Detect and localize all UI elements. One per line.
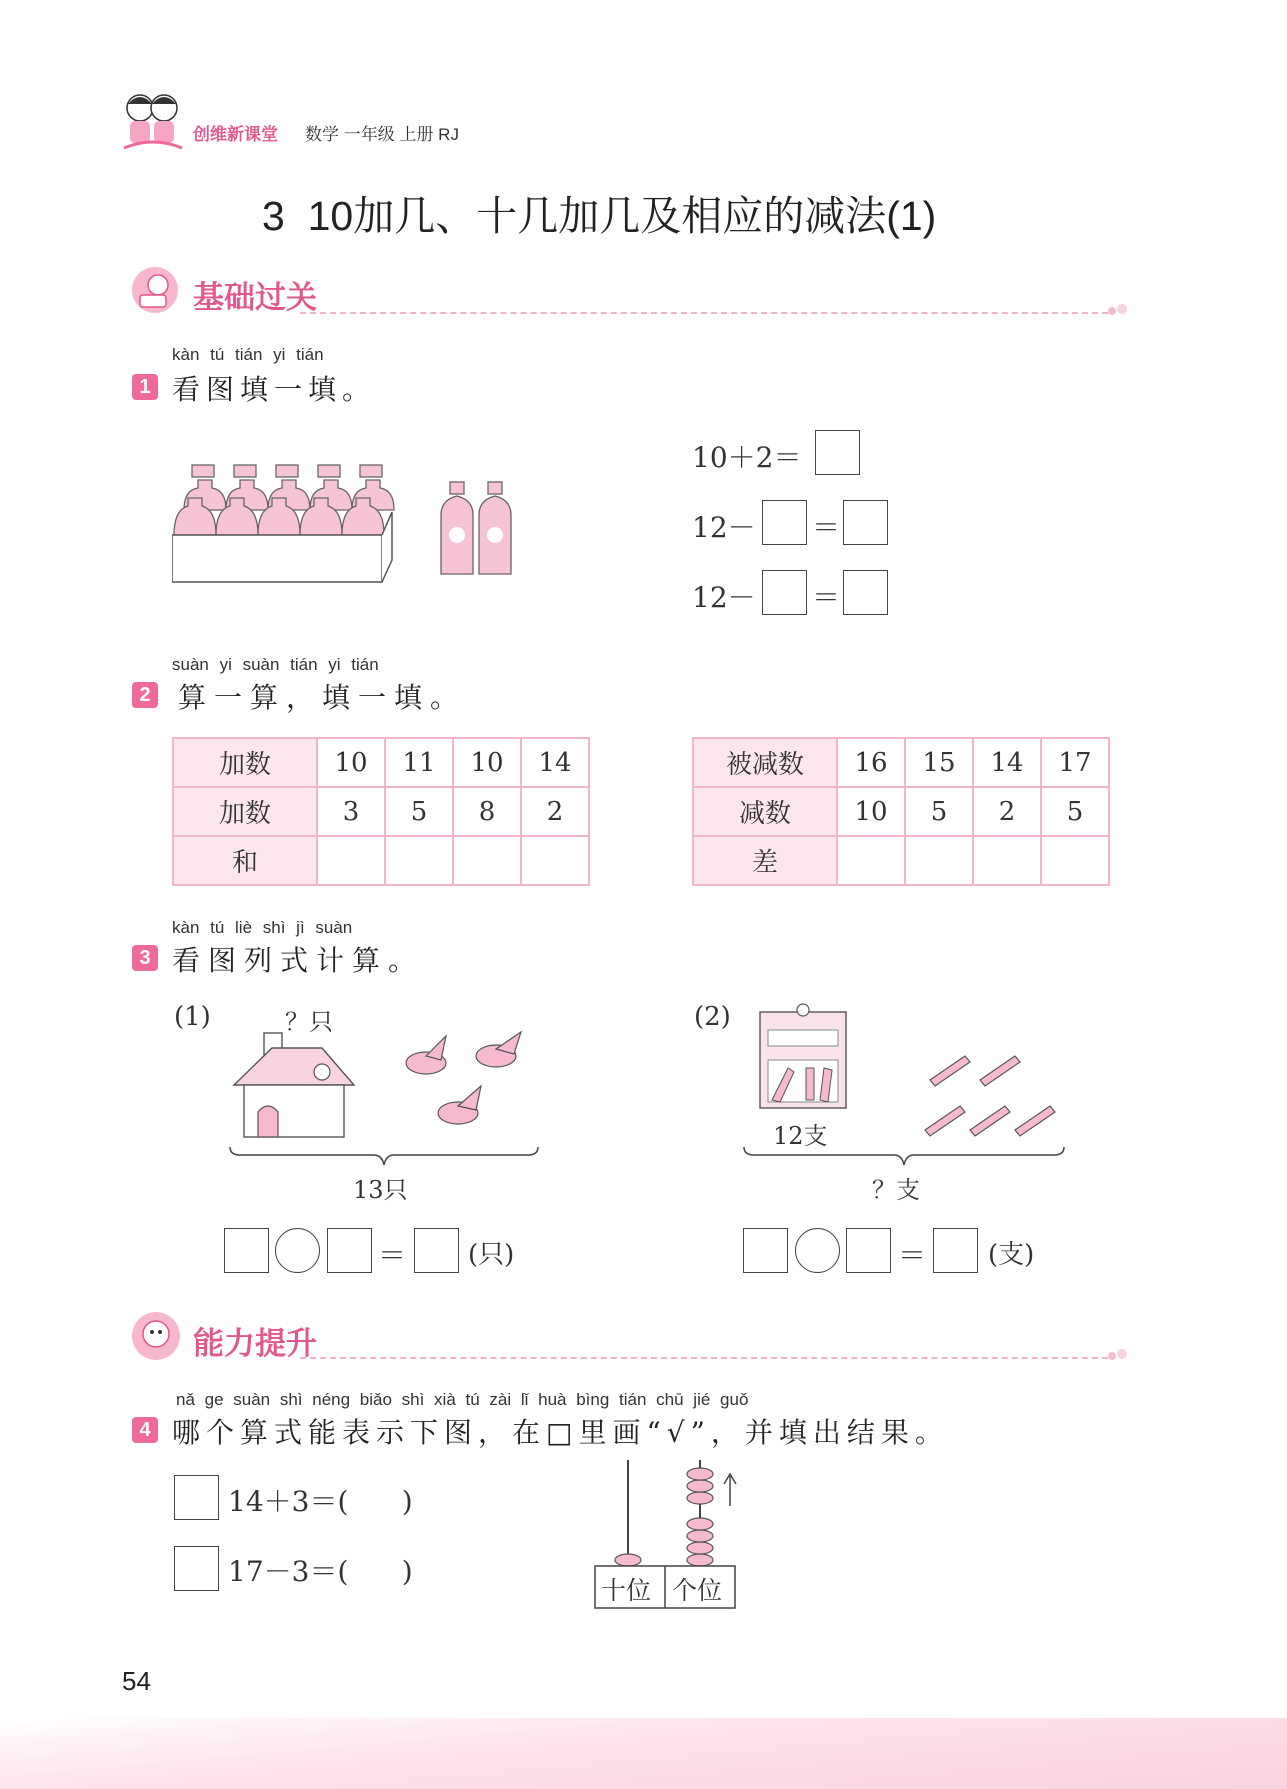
q3-part2-equals: ＝	[898, 1239, 927, 1272]
table-cell: 10	[317, 738, 385, 787]
table-header-cell: 减数	[693, 787, 837, 836]
q3-pinyin: kàn tú liè shì jì suàn	[172, 918, 353, 937]
q3-text: 看图列式计算。	[172, 944, 425, 977]
table-row	[173, 787, 589, 836]
q4-option1-text: 14＋3＝( )	[228, 1485, 413, 1518]
divider-dots-icon	[1107, 303, 1131, 319]
table-row	[173, 836, 589, 885]
subtraction-table	[692, 737, 1110, 886]
table-cell: 14	[521, 738, 589, 787]
table-header-cell: 加数	[173, 738, 317, 787]
answer-cell[interactable]	[837, 836, 905, 885]
table-cell: 5	[1041, 787, 1109, 836]
table-header-cell: 差	[693, 836, 837, 885]
addition-table	[172, 737, 590, 886]
table-cell: 5	[905, 787, 973, 836]
divider-dots-icon	[1107, 1348, 1131, 1364]
q1-eq3-box-2[interactable]	[843, 570, 888, 615]
answer-cell[interactable]	[385, 836, 453, 885]
table-header-cell: 被减数	[693, 738, 837, 787]
table-cell: 11	[385, 738, 453, 787]
table-cell: 15	[905, 738, 973, 787]
q2-number: 2	[132, 682, 158, 708]
answer-cell[interactable]	[521, 836, 589, 885]
section-basic-icon	[130, 265, 180, 315]
answer-cell[interactable]	[973, 836, 1041, 885]
q3-part2-unit: (支)	[988, 1240, 1035, 1270]
q3-part1-result-box[interactable]	[414, 1228, 459, 1273]
q3-part2-label: (2)	[694, 1002, 731, 1032]
q4-option2-checkbox[interactable]	[174, 1546, 219, 1591]
q3-part1-label: (1)	[174, 1002, 211, 1032]
table-row	[693, 738, 1109, 787]
milk-crate-image	[172, 460, 402, 585]
q1-eq3-box-1[interactable]	[762, 570, 807, 615]
q4-text: 哪个算式能表示下图，在□里画“√”，并填出结果。	[172, 1416, 949, 1449]
table-header-cell: 加数	[173, 787, 317, 836]
q1-pinyin: kàn tú tián yi tián	[172, 345, 324, 364]
table-cell: 8	[453, 787, 521, 836]
q3-part2-part-label: 12支	[773, 1122, 828, 1150]
q1-eq2-text-b: ＝	[812, 511, 841, 544]
section-basic-divider	[300, 312, 1108, 314]
q1-number: 1	[132, 374, 158, 400]
q3-part2-total-label: ？支	[872, 1176, 920, 1204]
q4-pinyin: nǎ ge suàn shì néng biǎo shì xià tú zài lǐ huà bìng tián chū jié guǒ	[176, 1390, 749, 1409]
answer-cell[interactable]	[905, 836, 973, 885]
q3-part2-box-1[interactable]	[743, 1228, 788, 1273]
answer-cell[interactable]	[453, 836, 521, 885]
table-cell: 2	[973, 787, 1041, 836]
table-row	[693, 787, 1109, 836]
answer-cell[interactable]	[317, 836, 385, 885]
q1-text: 看图填一填。	[172, 373, 377, 406]
abacus-tens-label: 十位	[601, 1576, 652, 1605]
q2-pinyin: suàn yi suàn tián yi tián	[172, 655, 379, 674]
q4-option1-checkbox[interactable]	[174, 1475, 219, 1520]
q1-eq1-answer-box[interactable]	[815, 430, 860, 475]
q3-part2-brace	[742, 1145, 1066, 1167]
header-subject: 数学 一年级 上册 RJ	[305, 125, 459, 144]
q4-option2-text: 17－3＝( )	[228, 1555, 413, 1588]
q1-eq3-text-b: ＝	[812, 581, 841, 614]
q3-part1-total-label: 13只	[353, 1176, 408, 1204]
house-image	[232, 1030, 358, 1140]
q3-part1-unknown-label: ？只	[285, 1008, 333, 1036]
pencil-box-image	[758, 1002, 848, 1110]
q3-part1-operator-circle[interactable]	[275, 1228, 320, 1273]
section-advanced-icon	[130, 1310, 182, 1362]
table-cell: 16	[837, 738, 905, 787]
q3-part1-unit: (只)	[468, 1240, 515, 1270]
pencils-image	[920, 1050, 1060, 1140]
table-cell: 14	[973, 738, 1041, 787]
table-cell: 5	[385, 787, 453, 836]
q1-eq2-text-a: 12－	[692, 511, 756, 544]
header-brand: 创维新课堂	[193, 125, 278, 144]
milk-bottles-image	[438, 480, 516, 578]
q1-eq1-text: 10＋2＝	[692, 441, 802, 474]
q4-number: 4	[132, 1417, 158, 1443]
section-basic-title: 基础过关	[193, 280, 317, 315]
table-cell: 3	[317, 787, 385, 836]
table-cell: 10	[453, 738, 521, 787]
section-advanced-divider	[300, 1357, 1108, 1359]
q3-part1-box-2[interactable]	[327, 1228, 372, 1273]
q3-part2-box-2[interactable]	[846, 1228, 891, 1273]
section-advanced-title: 能力提升	[193, 1326, 317, 1361]
q1-eq2-box-2[interactable]	[843, 500, 888, 545]
q1-eq2-box-1[interactable]	[762, 500, 807, 545]
table-header-cell: 和	[173, 836, 317, 885]
table-row	[693, 836, 1109, 885]
q3-part2-result-box[interactable]	[933, 1228, 978, 1273]
abacus-ones-label: 个位	[672, 1576, 723, 1605]
footer-band	[0, 1718, 1287, 1789]
q3-part1-box-1[interactable]	[224, 1228, 269, 1273]
answer-cell[interactable]	[1041, 836, 1109, 885]
header-mascot	[122, 88, 184, 152]
birds-image	[396, 1028, 536, 1138]
table-cell: 17	[1041, 738, 1109, 787]
q3-number: 3	[132, 945, 158, 971]
table-cell: 10	[837, 787, 905, 836]
page-title: 3 10加几、十几加几及相应的减法(1)	[262, 193, 937, 239]
table-row	[173, 738, 589, 787]
q3-part2-operator-circle[interactable]	[795, 1228, 840, 1273]
page-number: 54	[122, 1666, 151, 1696]
q1-eq3-text-a: 12－	[692, 581, 756, 614]
table-cell: 2	[521, 787, 589, 836]
q3-part1-brace	[228, 1145, 540, 1167]
q2-text: 算一算，填一填。	[178, 681, 467, 714]
q3-part1-equals: ＝	[378, 1239, 407, 1272]
